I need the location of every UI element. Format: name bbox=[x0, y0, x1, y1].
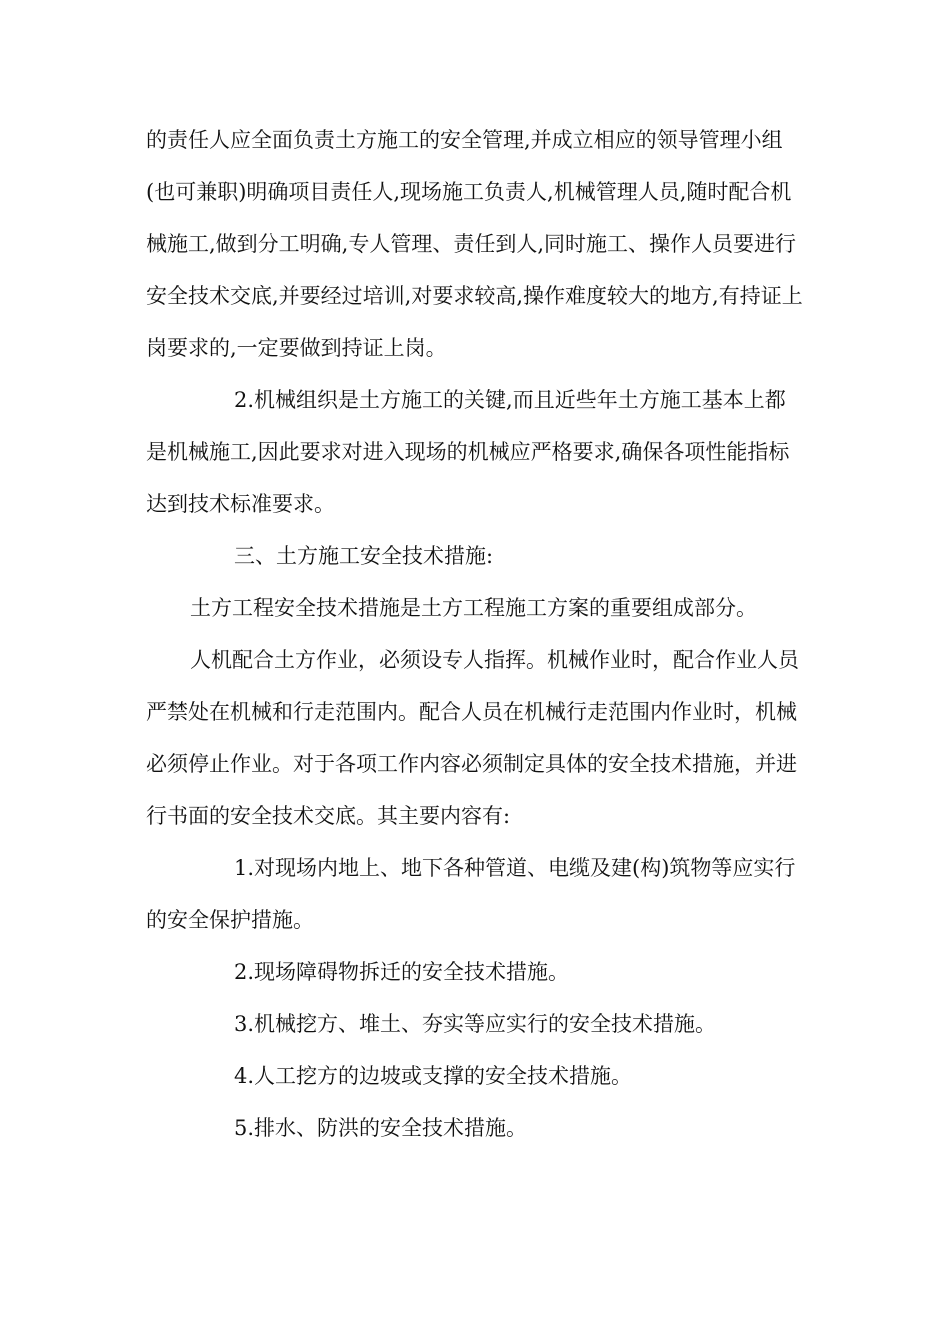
section-heading-safety-measures: 三、土方施工安全技术措施: bbox=[234, 544, 494, 568]
list-item-5: 5.排水、防洪的安全技术措施。 bbox=[234, 1116, 528, 1140]
list-item-2: 2.现场障碍物拆迁的安全技术措施。 bbox=[234, 960, 570, 984]
paragraph-machinery-organization: 2.机械组织是土方施工的关键,而且近些年土方施工基本上都是机械施工,因此要求对进入现场的机械应严格要求,确保各项性能指标达到技术标准要求。 bbox=[146, 388, 790, 516]
paragraph-responsibility: 的责任人应全面负责土方施工的安全管理,并成立相应的领导管理小组(也可兼职)明确项目责任人,现场施工负责人,机械管理人员,随时配合机械施工,做到分工明确,专人管理、责任到人,同时施工、操作人员要进行安全技术交底,并要经过培训,对要求较高,操作难度较大的地方,有持证上岗要求的,一定要做到持证上岗。 bbox=[146, 128, 803, 360]
list-item-3: 3.机械挖方、堆土、夯实等应实行的安全技术措施。 bbox=[234, 1012, 717, 1036]
list-item-4: 4.人工挖方的边坡或支撑的安全技术措施。 bbox=[234, 1064, 633, 1088]
list-item-1: 1.对现场内地上、地下各种管道、电缆及建(构)筑物等应实行的安全保护措施。 bbox=[146, 856, 796, 932]
paragraph-safety-measures-intro: 土方工程安全技术措施是土方工程施工方案的重要组成部分。 bbox=[190, 596, 757, 620]
document-body bbox=[146, 114, 806, 1154]
paragraph-man-machine-cooperation: 人机配合土方作业，必须设专人指挥。机械作业时，配合作业人员严禁处在机械和行走范围内。配合人员在机械行走范围内作业时，机械必须停止作业。对于各项工作内容必须制定具体的安全技术措施，并进行书面的安全技术交底。其主要内容有: bbox=[146, 648, 799, 828]
